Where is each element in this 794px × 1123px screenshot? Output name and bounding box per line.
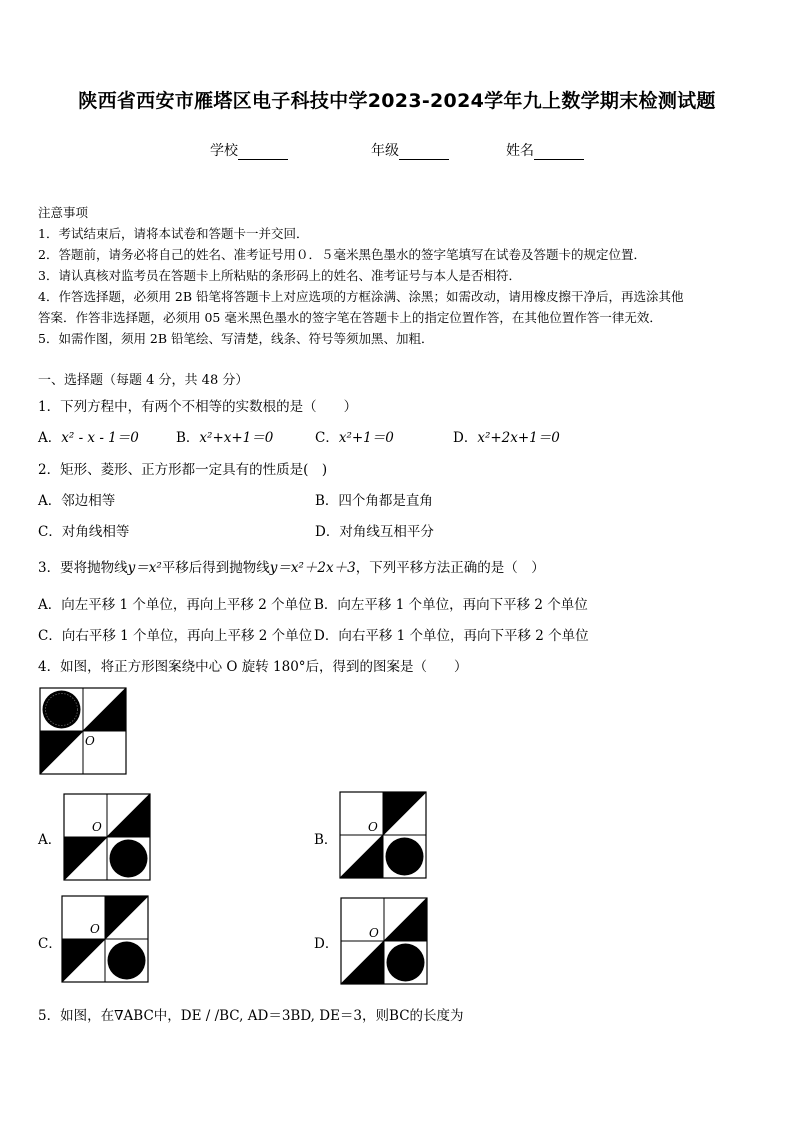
q5-triangle: ∇ABC — [114, 1008, 154, 1024]
q4-option-d-figure — [340, 897, 428, 985]
q4-option-c-figure — [61, 895, 149, 983]
shaded-circle — [386, 838, 424, 876]
q3-option-c: C．向右平移 1 个单位，再向上平移 2 个单位 — [38, 628, 313, 644]
svg-text:O: O — [90, 922, 100, 936]
q4-option-c-label: C． — [38, 936, 62, 952]
q2-option-a: A．邻边相等 — [38, 493, 116, 509]
svg-text:O: O — [92, 820, 102, 834]
q4-option-a-label: A． — [38, 832, 62, 848]
q1-option-b: B．x²+x+1＝0 — [176, 430, 274, 446]
q4-stem: 4．如图，将正方形图案绕中心 O 旋转 180°后，得到的图案是（ ） — [38, 659, 468, 675]
shaded-circle — [110, 840, 148, 878]
school-blank — [238, 145, 288, 160]
svg-text:O: O — [369, 926, 379, 940]
grade-label: 年级 — [371, 143, 399, 159]
q2-option-b: B．四个角都是直角 — [315, 493, 433, 509]
q5-condition: DE / /BC, AD＝3BD, DE＝3 — [180, 1008, 363, 1024]
name-blank — [534, 145, 584, 160]
q3-option-a: A．向左平移 1 个单位，再向上平移 2 个单位 — [38, 597, 312, 613]
q3-option-d: D．向右平移 1 个单位，再向下平移 2 个单位 — [314, 628, 589, 644]
q4-option-d-label: D． — [314, 936, 339, 952]
notice-item: 4．作答选择题，必须用 2B 铅笔将答题卡上对应选项的方框涂满、涂黑；如需改动，请用橡皮擦干净后，再选涂其他 — [38, 289, 684, 304]
q3-option-b: B．向左平移 1 个单位，再向下平移 2 个单位 — [314, 597, 588, 613]
q4-option-b-label: B． — [314, 832, 338, 848]
notice-item: 5．如需作图，须用 2B 铅笔绘、写清楚，线条、符号等须加黑、加粗． — [38, 331, 434, 346]
q3-stem: 3．要将抛物线y＝x²平移后得到抛物线y＝x²＋2x＋3，下列平移方法正确的是（ ） — [38, 560, 545, 576]
q4-option-a-figure — [63, 793, 151, 881]
q1-stem: 1．下列方程中，有两个不相等的实数根的是（ ） — [38, 399, 358, 415]
grade-blank — [399, 145, 449, 160]
name-label: 姓名 — [506, 143, 534, 159]
shaded-circle — [43, 691, 81, 729]
notice-item: 1．考试结束后，请将本试卷和答题卡一并交回． — [38, 226, 309, 241]
q1-option-a: A．x² - x - 1＝0 — [38, 430, 139, 446]
page-title: 陕西省西安市雁塔区电子科技中学2023-2024学年九上数学期末检测试题 — [78, 90, 716, 112]
q3-equation-1: y＝x² — [127, 560, 162, 576]
q2-stem: 2．矩形、菱形、正方形都一定具有的性质是( ) — [38, 462, 328, 478]
school-field — [210, 140, 288, 160]
q5-stem: 5．如图，在∇ABC中，DE / /BC, AD＝3BD, DE＝3，则BC的长度为 — [38, 1008, 464, 1024]
q4-option-b-figure — [339, 791, 427, 879]
shaded-circle — [108, 942, 146, 980]
q3-equation-2: y＝x²＋2x＋3 — [269, 560, 356, 576]
svg-text:O: O — [368, 820, 378, 834]
notice-item: 2．答题前，请务必将自己的姓名、准考证号用０．５毫米黑色墨水的签字笔填写在试卷及答题卡的规定位置． — [38, 247, 646, 262]
q1-option-c: C．x²+1＝0 — [315, 430, 394, 446]
center-label-o: O — [85, 734, 95, 748]
grade-field — [371, 140, 449, 160]
q2-option-c: C．对角线相等 — [38, 524, 130, 540]
notice-item: 答案．作答非选择题，必须用 05 毫米黑色墨水的签字笔在答题卡上的指定位置作答，在其他位置作答一律无效． — [38, 310, 662, 325]
q1-option-d: D．x²+2x+1＝0 — [453, 430, 560, 446]
shaded-circle — [387, 944, 425, 982]
q2-option-d: D．对角线互相平分 — [315, 524, 434, 540]
section-heading: 一、选择题（每题 4 分，共 48 分） — [38, 373, 249, 388]
school-label: 学校 — [210, 143, 238, 159]
notice-title: 注意事项 — [38, 205, 89, 220]
notice-item: 3．请认真核对监考员在答题卡上所粘贴的条形码上的姓名、准考证号与本人是否相符． — [38, 268, 521, 283]
q4-original-figure — [39, 687, 127, 775]
name-field — [506, 140, 584, 160]
q5-bc: BC — [389, 1008, 410, 1024]
